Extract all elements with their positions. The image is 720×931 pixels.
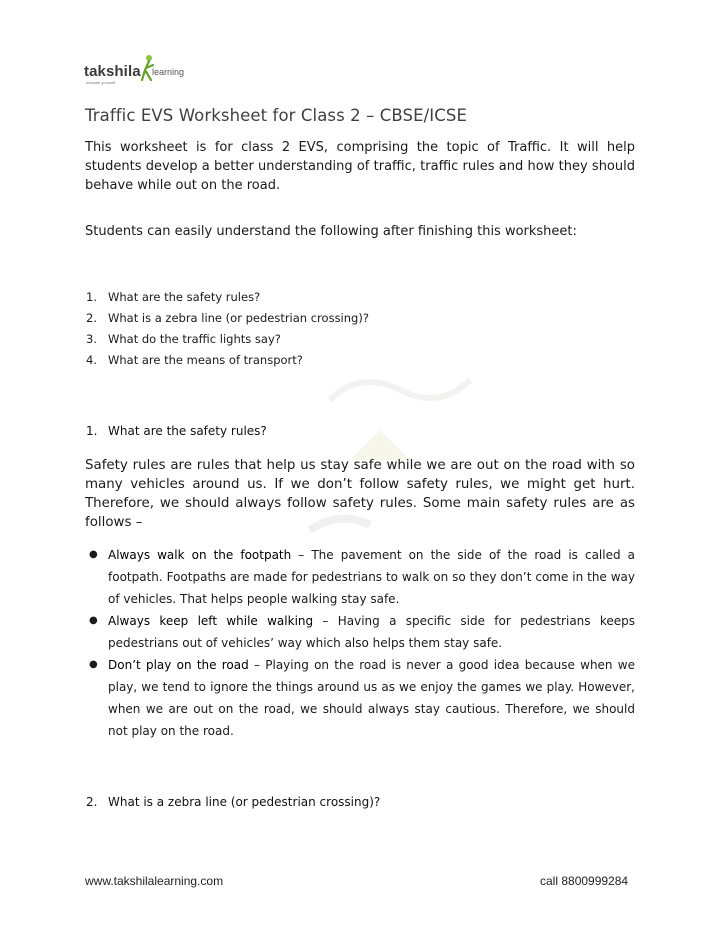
section-heading-zebra-line: 2. What is a zebra line (or pedestrian crossing)? bbox=[86, 795, 381, 809]
page-title: Traffic EVS Worksheet for Class 2 – CBSE/ICSE bbox=[85, 106, 467, 125]
list-item: 2. What is a zebra line (or pedestrian crossing)? bbox=[86, 311, 369, 325]
logo-wordmark-learning: learning bbox=[152, 67, 185, 77]
list-item: ● Don’t play on the road – Playing on the road is never a good idea because when we play, we tend to ignore the things around us as we enjoy the games we play. However, when we are out on the road, we should always stay cautious. Therefore, we should not play on the road. bbox=[85, 654, 635, 742]
safety-rules-paragraph: Safety rules are rules that help us stay safe while we are out on the road with so many vehicles around us. If we don’t follow safety rules, we might get hurt. Therefore, we should always follow safety rules. Some main safety rules are as follows – bbox=[85, 458, 635, 530]
footer-phone: call 8800999284 bbox=[540, 874, 629, 888]
footer-website: www.takshilalearning.com bbox=[85, 874, 224, 888]
bullet-icon: ● bbox=[89, 549, 98, 560]
outcomes-list bbox=[85, 287, 585, 371]
section-heading-safety-rules: 1. What are the safety rules? bbox=[86, 424, 267, 438]
list-item: ● Always keep left while walking – Having a specific side for pedestrians keeps pedestrians out of vehicles’ way which also helps them stay safe. bbox=[85, 610, 635, 654]
bullet-icon: ● bbox=[89, 615, 98, 626]
safety-rules-list bbox=[85, 544, 635, 742]
list-item: 4. What are the means of transport? bbox=[86, 353, 303, 367]
logo-wordmark: takshila bbox=[84, 63, 141, 80]
takshila-logo bbox=[84, 54, 194, 92]
lead-in-paragraph: Students can easily understand the following after finishing this worksheet: bbox=[85, 224, 577, 239]
list-item: 1. What are the safety rules? bbox=[86, 290, 261, 304]
list-item: ● Always walk on the footpath – The pavement on the side of the road is called a footpath. Footpaths are made for pedestrians to walk on so they don’t come in the way of vehicles. That helps people walking stay safe. bbox=[85, 544, 635, 610]
logo-tagline: educate yourself bbox=[86, 80, 116, 85]
list-item: 3. What do the traffic lights say? bbox=[86, 332, 281, 346]
intro-paragraph: This worksheet is for class 2 EVS, comprising the topic of Traffic. It will help students develop a better understanding of traffic, traffic rules and how they should behave while out on the road. bbox=[85, 140, 635, 193]
bullet-icon: ● bbox=[89, 659, 98, 670]
